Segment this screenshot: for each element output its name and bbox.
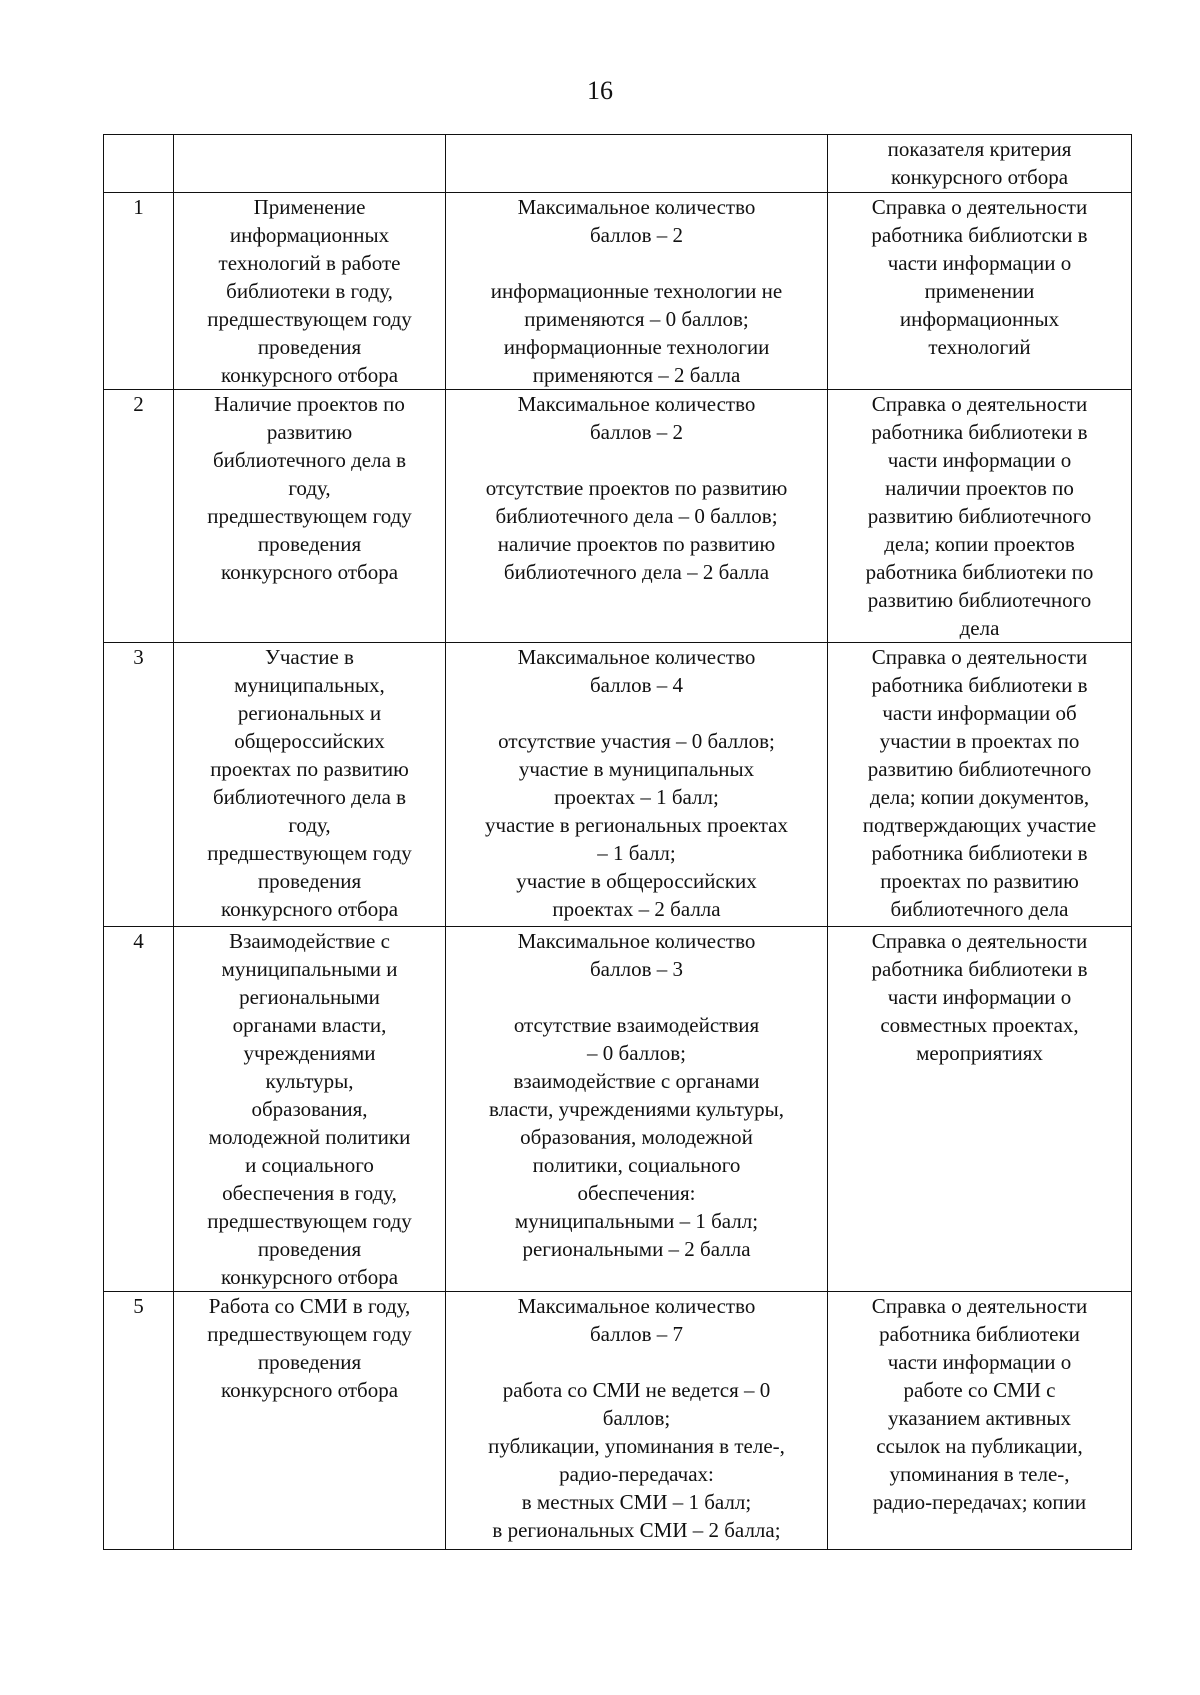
cell-document xyxy=(828,643,1132,927)
cell-line: и социального xyxy=(245,1153,374,1177)
cell-criterion xyxy=(174,643,446,927)
cell-line: развитию библиотечного xyxy=(867,757,1092,781)
cell-line: работника библиотеки по xyxy=(865,560,1094,584)
cell-num: 2 xyxy=(104,390,174,643)
cell-line: подтверждающих участие xyxy=(862,813,1097,837)
cell-line: конкурсного отбора xyxy=(220,560,399,584)
cell-line: взаимодействие с органами xyxy=(513,1069,760,1093)
cell-line: культуры, xyxy=(265,1069,354,1093)
cell-line: информационных xyxy=(899,307,1060,331)
cell-line: общероссийских xyxy=(234,729,385,753)
cell-line: Справка о деятельности xyxy=(871,929,1088,953)
cell-line: в региональных СМИ – 2 балла; xyxy=(492,1518,781,1542)
cell-line: Применение xyxy=(253,195,366,219)
cell-line: библиотечного дела – 0 баллов; xyxy=(495,504,778,528)
cell-line: баллов – 4 xyxy=(589,673,684,697)
cell-line: упоминания в теле-, xyxy=(889,1462,1070,1486)
cell-score xyxy=(446,193,828,390)
cell-line: конкурсного отбора xyxy=(220,1378,399,1402)
cell-line: власти, учреждениями культуры, xyxy=(489,1097,784,1121)
cell-gap xyxy=(452,699,821,727)
cell-line: отсутствие проектов по развитию xyxy=(485,476,788,500)
cell-line: Участие в xyxy=(265,645,354,669)
table-row xyxy=(104,193,1132,390)
cell-line: проектах – 1 балл; xyxy=(554,785,719,809)
cell-line: участие в региональных проектах xyxy=(485,813,788,837)
cell-line: региональными – 2 балла xyxy=(522,1237,751,1261)
cell-line: баллов; xyxy=(602,1406,671,1430)
cell-line: предшествующем году xyxy=(207,1322,412,1346)
cell-line: в местных СМИ – 1 балл; xyxy=(521,1490,752,1514)
cell-line: проведения xyxy=(257,1237,362,1261)
cell-line: муниципальными – 1 балл; xyxy=(514,1209,759,1233)
cell-criterion xyxy=(174,193,446,390)
cell-line: технологий в работе xyxy=(218,251,401,275)
cell-criterion xyxy=(174,135,446,193)
cell-line: конкурсного отбора xyxy=(220,1265,399,1289)
cell-line: молодежной политики xyxy=(208,1125,411,1149)
cell-line: конкурсного отбора xyxy=(220,897,399,921)
table-row xyxy=(104,390,1132,643)
cell-line: Наличие проектов по xyxy=(214,392,405,416)
cell-line: библиотечного дела в xyxy=(212,448,407,472)
cell-gap xyxy=(452,446,821,474)
cell-line: проектах по развитию xyxy=(210,757,409,781)
cell-line: региональных и xyxy=(237,701,382,725)
cell-line: Максимальное количество xyxy=(517,929,756,953)
cell-line: совместных проектах, xyxy=(880,1013,1079,1037)
cell-line: учреждениями xyxy=(243,1041,376,1065)
cell-line: работника библиотеки в xyxy=(871,673,1088,697)
cell-line: Максимальное количество xyxy=(517,392,756,416)
cell-line: применении xyxy=(924,279,1035,303)
cell-line: Максимальное количество xyxy=(517,195,756,219)
cell-line: проведения xyxy=(257,1350,362,1374)
cell-line: проектах по развитию xyxy=(880,869,1079,893)
cell-num: 1 xyxy=(104,193,174,390)
table-row xyxy=(104,927,1132,1292)
cell-line: участие в общероссийских xyxy=(516,869,757,893)
cell-line: Работа со СМИ в году, xyxy=(208,1294,411,1318)
cell-line: библиотечного дела xyxy=(890,897,1069,921)
cell-line: – 1 балл; xyxy=(597,841,676,865)
cell-line: образования, молодежной xyxy=(520,1125,753,1149)
cell-line: библиотеки в году, xyxy=(226,279,393,303)
cell-line: муниципальных, xyxy=(234,673,385,697)
table-row xyxy=(104,643,1132,927)
cell-line: работника библиотеки в xyxy=(871,841,1088,865)
cell-line: политики, социального xyxy=(532,1153,741,1177)
cell-line: Максимальное количество xyxy=(517,645,756,669)
cell-line: муниципальными и xyxy=(221,957,398,981)
cell-line: проведения xyxy=(257,532,362,556)
cell-line: участии в проектах по xyxy=(879,729,1080,753)
table-row-header-continuation xyxy=(104,135,1132,193)
cell-line: конкурсного отбора xyxy=(890,165,1069,189)
cell-line: информационные технологии не xyxy=(490,279,783,303)
cell-line: обеспечения: xyxy=(577,1181,696,1205)
cell-line: части информации об xyxy=(882,701,1077,725)
cell-line: Справка о деятельности xyxy=(871,1294,1088,1318)
cell-line: библиотечного дела в xyxy=(212,785,407,809)
cell-document xyxy=(828,193,1132,390)
cell-line: мероприятиях xyxy=(916,1041,1043,1065)
cell-line: публикации, упоминания в теле-, xyxy=(488,1434,785,1458)
cell-line: Максимальное количество xyxy=(517,1294,756,1318)
cell-line: дела; копии документов, xyxy=(869,785,1090,809)
cell-num: 3 xyxy=(104,643,174,927)
cell-line: Взаимодействие с xyxy=(229,929,390,953)
cell-num xyxy=(104,135,174,193)
cell-line: участие в муниципальных xyxy=(518,757,755,781)
cell-line: отсутствие взаимодействия xyxy=(513,1013,760,1037)
cell-line: образования, xyxy=(251,1097,368,1121)
cell-line: баллов – 3 xyxy=(589,957,684,981)
cell-line: части информации о xyxy=(887,448,1072,472)
criteria-table xyxy=(103,134,1132,1550)
cell-line: – 0 баллов; xyxy=(587,1041,686,1065)
cell-line: году, xyxy=(288,813,331,837)
page-number: 16 xyxy=(587,76,613,105)
cell-document xyxy=(828,927,1132,1292)
cell-line: Справка о деятельности xyxy=(871,645,1088,669)
cell-line: развитию xyxy=(266,420,353,444)
cell-line: предшествующем году xyxy=(207,307,412,331)
cell-gap xyxy=(452,249,821,277)
cell-criterion xyxy=(174,927,446,1292)
cell-score xyxy=(446,643,828,927)
cell-line: году, xyxy=(288,476,331,500)
cell-line: конкурсного отбора xyxy=(220,363,399,387)
cell-line: Справка о деятельности xyxy=(871,392,1088,416)
cell-criterion xyxy=(174,390,446,643)
cell-line: работника библиотски в xyxy=(871,223,1088,247)
cell-score xyxy=(446,1292,828,1550)
cell-line: библиотечного дела – 2 балла xyxy=(503,560,770,584)
cell-score xyxy=(446,927,828,1292)
cell-line: региональными xyxy=(239,985,380,1009)
cell-line: работа со СМИ не ведется – 0 xyxy=(502,1378,771,1402)
cell-line: дела; копии проектов xyxy=(884,532,1075,556)
cell-num: 4 xyxy=(104,927,174,1292)
cell-line: развитию библиотечного xyxy=(867,504,1092,528)
cell-criterion xyxy=(174,1292,446,1550)
cell-line: Справка о деятельности xyxy=(871,195,1088,219)
cell-line: отсутствие участия – 0 баллов; xyxy=(498,729,775,753)
cell-line: предшествующем году xyxy=(207,1209,412,1233)
cell-line: показателя критерия xyxy=(887,137,1072,161)
cell-line: информационные технологии xyxy=(503,335,770,359)
cell-line: наличии проектов по xyxy=(885,476,1074,500)
cell-num: 5 xyxy=(104,1292,174,1550)
cell-line: дела xyxy=(959,616,1000,640)
cell-line: баллов – 2 xyxy=(589,223,684,247)
cell-line: указанием активных xyxy=(887,1406,1072,1430)
cell-line: применяются – 2 балла xyxy=(532,363,741,387)
table-row xyxy=(104,1292,1132,1550)
cell-line: части информации о xyxy=(887,1350,1072,1374)
cell-line: предшествующем году xyxy=(207,841,412,865)
cell-gap xyxy=(452,1348,821,1376)
cell-line: информационных xyxy=(229,223,390,247)
cell-line: проектах – 2 балла xyxy=(552,897,721,921)
cell-line: баллов – 7 xyxy=(589,1322,684,1346)
cell-score xyxy=(446,390,828,643)
cell-line: обеспечения в году, xyxy=(222,1181,397,1205)
cell-line: проведения xyxy=(257,335,362,359)
cell-line: органами власти, xyxy=(232,1013,387,1037)
cell-line: предшествующем году xyxy=(207,504,412,528)
cell-line: работника библиотеки в xyxy=(871,957,1088,981)
cell-line: проведения xyxy=(257,869,362,893)
cell-line: работника библиотеки в xyxy=(871,420,1088,444)
cell-line: технологий xyxy=(928,335,1031,359)
cell-line: работника библиотеки xyxy=(879,1322,1080,1346)
cell-line: развитию библиотечного xyxy=(867,588,1092,612)
cell-line: баллов – 2 xyxy=(589,420,684,444)
cell-line: части информации о xyxy=(887,251,1072,275)
cell-line: части информации о xyxy=(887,985,1072,1009)
cell-score xyxy=(446,135,828,193)
cell-document xyxy=(828,135,1132,193)
cell-line: наличие проектов по развитию xyxy=(497,532,776,556)
cell-line: радио-передачах: xyxy=(559,1462,714,1486)
cell-document xyxy=(828,1292,1132,1550)
cell-document xyxy=(828,390,1132,643)
cell-line: радио-передачах; копии xyxy=(872,1490,1087,1514)
cell-line: применяются – 0 баллов; xyxy=(524,307,749,331)
cell-line: работе со СМИ с xyxy=(903,1378,1056,1402)
cell-line: ссылок на публикации, xyxy=(876,1434,1083,1458)
cell-gap xyxy=(452,983,821,1011)
